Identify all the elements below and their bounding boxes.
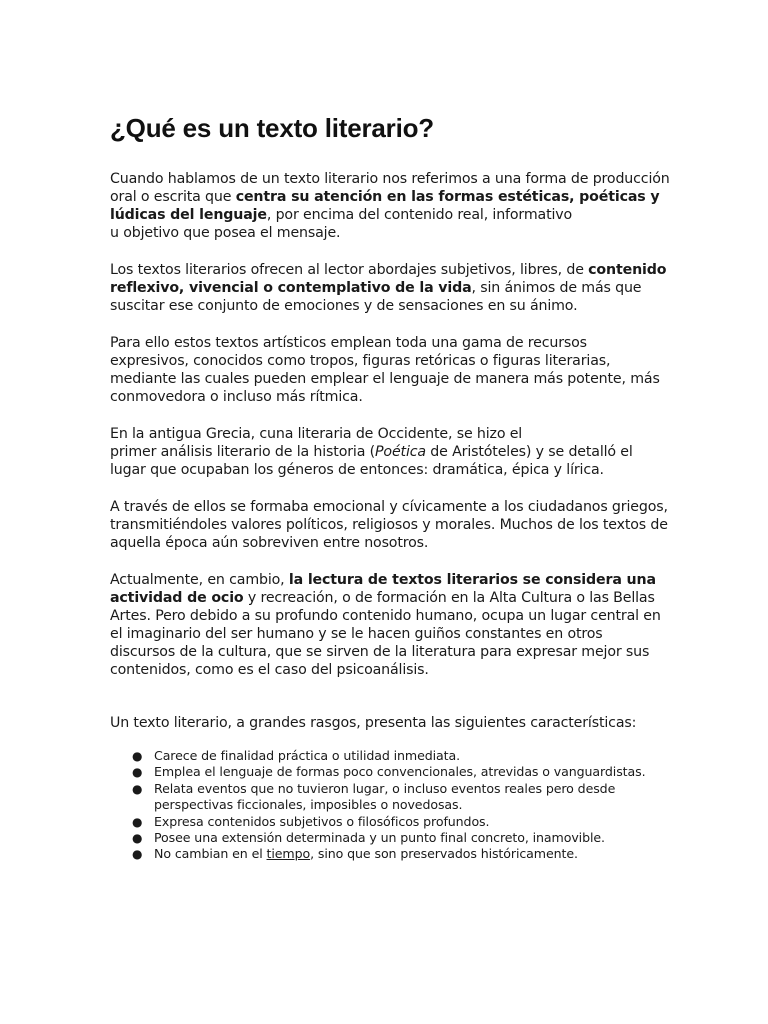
list-item-text: Relata eventos que no tuvieron lugar, o incluso eventos reales pero desde perspectivas ficcionales, imposibles o novedosas. (154, 780, 616, 813)
paragraph-6-text: Actualmente, en cambio, (110, 572, 289, 588)
article-body (110, 170, 670, 698)
paragraph-4 (110, 425, 670, 479)
list-intro: Un texto literario, a grandes rasgos, presenta las siguientes características: (110, 715, 637, 731)
paragraph-1-text-end: u objetivo que posea el mensaje. (110, 225, 341, 241)
paragraph-1-text: Cuando hablamos de un texto literario nos referimos a una forma de producción oral o escrita que (110, 171, 670, 205)
paragraph-5: A través de ellos se formaba emocional y cívicamente a los ciudadanos griegos, transmitiéndoles valores políticos, religiosos y morales. Muchos de los textos de aquella época aún sobreviven entre nosotros. (110, 499, 668, 551)
paragraph-4-italic: Poética (375, 444, 426, 460)
paragraph-4-text: En la antigua Grecia, cuna literaria de Occidente, se hizo el (110, 426, 523, 442)
list-item-text-end: , sino que son preservados históricamente. (310, 846, 578, 862)
bullet-icon: ● (132, 765, 143, 780)
list-item (110, 781, 670, 814)
paragraph-2-text-end: , sin ánimos de más que suscitar ese conjunto de emociones y de sensaciones en su ánimo. (110, 280, 642, 314)
paragraph-3: Para ello estos textos artísticos emplean toda una gama de recursos expresivos, conocidos como tropos, figuras retóricas o figuras literarias, mediante las cuales pueden emplear el lenguaje de manera más potente, más conmovedora o incluso más rítmica. (110, 335, 660, 405)
list-item-text: Posee una extensión determinada y un punto final concreto, inamovible. (154, 830, 605, 846)
paragraph-1-text-cont: , por encima del contenido real, informativo (266, 207, 573, 223)
paragraph-2-text: Los textos literarios ofrecen al lector abordajes subjetivos, libres, de (110, 262, 589, 278)
paragraph-1-bold: centra su atención en las formas estéticas, poéticas y lúdicas del lenguaje (110, 189, 660, 223)
paragraph-4-text-end: de Aristóteles) y se detalló el lugar que ocupaban los géneros de entonces: dramática, épica y lírica. (110, 444, 633, 478)
paragraph-4-text-cont: primer análisis literario de la historia ( (110, 444, 376, 460)
list-item-text: No cambian en el (154, 846, 267, 862)
paragraph-6-text-end: y recreación, o de formación en la Alta Cultura o las Bellas Artes. Pero debido a su profundo contenido humano, ocupa un lugar central en el imaginario del ser humano y se le hacen guiños constantes en otros discursos de la cultura, que se sirven de la literatura para expresar mejor sus contenidos, como es el caso del psicoanálisis. (110, 590, 661, 678)
list-item-text: Carece de finalidad práctica o utilidad inmediata. (154, 748, 461, 763)
paragraph-2 (110, 261, 670, 315)
list-item-text: Emplea el lenguaje de formas poco convencionales, atrevidas o vanguardistas. (154, 764, 646, 780)
list-item (110, 846, 670, 862)
list-item-text: Expresa contenidos subjetivos o filosóficos profundos. (154, 813, 490, 829)
characteristics-list (110, 748, 670, 863)
paragraph-1 (110, 170, 670, 242)
bullet-icon: ● (132, 781, 143, 796)
paragraph-6 (110, 571, 670, 679)
paragraph-2-bold: contenido reflexivo, vivencial o contemplativo de la vida (110, 262, 667, 296)
bullet-icon: ● (132, 814, 143, 829)
list-item (110, 764, 670, 780)
list-item (110, 814, 670, 830)
bullet-icon: ● (132, 749, 143, 763)
bullet-icon: ● (132, 831, 143, 846)
list-item (110, 830, 670, 846)
page-title: ¿Qué es un texto literario? (110, 113, 434, 143)
list-item (110, 748, 670, 764)
tiempo-link[interactable]: tiempo (266, 846, 311, 862)
paragraph-6-bold: la lectura de textos literarios se considera una actividad de ocio (110, 572, 656, 606)
bullet-icon: ● (132, 847, 143, 862)
